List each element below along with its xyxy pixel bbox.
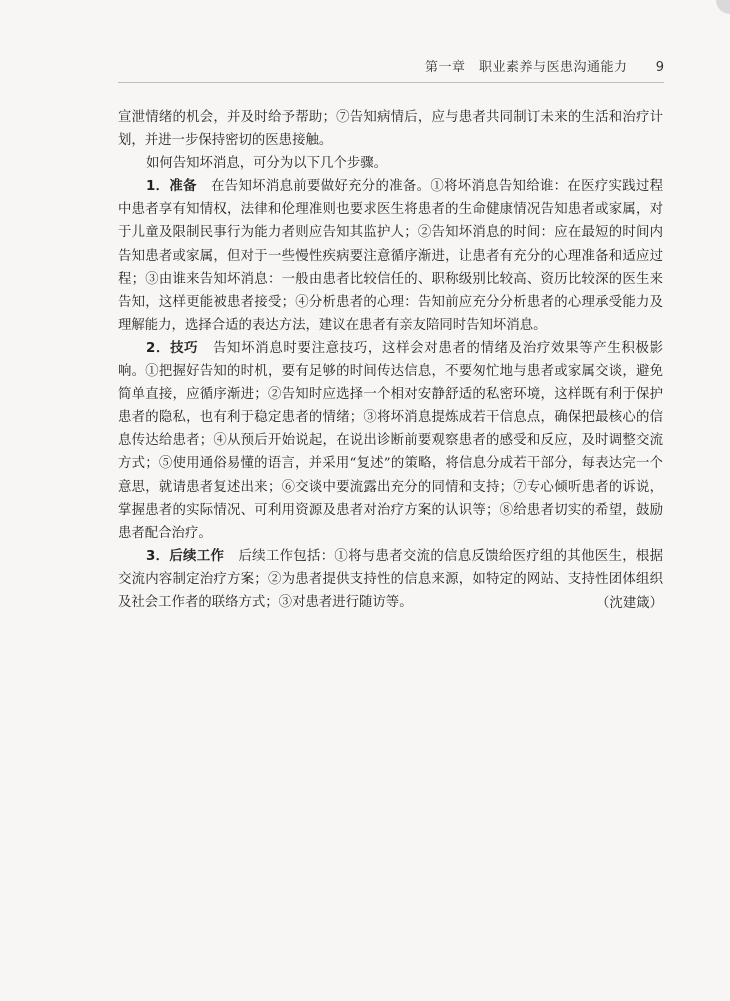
step-skills-text: 告知坏消息时要注意技巧，这样会对患者的情绪及治疗效果等产生积极影响。①把握好告知的时机，要有足够的时间传达信息，不要匆忙地与患者或家属交谈，避免简单直接，应循序渐进；②告知时应选择一个相对安静舒适的私密环境，这样既有利于保护患者的隐私，也有利于稳定患者的情绪；③将坏消息提炼成若干信息点，确保把最核心的信息传达给患者；④从预后开始说起，在说出诊断前要观察患者的感受和反应，及时调整交流方式；⑤使用通俗易懂的语言，并采用“复述”的策略，将信息分成若干部分，每表达完一个意思，就请患者复述出来；⑥交谈中要流露出充分的同情和支持；⑦专心倾听患者的诉说，掌握患者的实际情况、可利用资源及患者对治疗方案的认识等；⑧给患者切实的希望，鼓励患者配合治疗。: [118, 340, 664, 541]
running-header: [118, 58, 664, 84]
step-followup: [118, 545, 663, 614]
step-followup-text: 后续工作包括：①将与患者交流的信息反馈给医疗组的其他医生，根据交流内容制定治疗方案；②为患者提供支持性的信息来源，如特定的网站、支持性团体组织及社会工作者的联络方式；③对患者进行随访等。: [118, 548, 663, 610]
step-preparation-text: 在告知坏消息前要做好充分的准备。①将坏消息告知给谁：在医疗实践过程中患者享有知情权，法律和伦理准则也要求医生将患者的生命健康情况告知患者或家属，对于儿童及限制民事行为能力者则应告知其监护人；②告知坏消息的时间：应在最短的时间内告知患者或家属，但对于一些慢性疾病要注意循序渐进，让患者有充分的心理准备和适应过程；③由谁来告知坏消息：一般由患者比较信任的、职称级别比较高、资历比较深的医生来告知，这样更能被患者接受；④分析患者的心理：告知前应充分分析患者的心理承受能力及理解能力，选择合适的表达方法，建议在患者有亲友陪同时告知坏消息。: [118, 179, 663, 333]
header-rule: [118, 82, 664, 83]
step-preparation: [118, 175, 663, 337]
paragraph-continued: 宣泄情绪的机会，并及时给予帮助；⑦告知病情后，应与患者共同制订未来的生活和治疗计划，并进一步保持密切的医患接触。: [118, 110, 663, 149]
step-skills-heading: 2．技巧: [146, 340, 199, 356]
chapter-title: 第一章 职业素养与医患沟通能力: [425, 60, 628, 75]
paragraph-intro: 如何告知坏消息，可分为以下几个步骤。: [146, 156, 388, 172]
author-credit: （沈建箴）: [596, 596, 663, 611]
page-number: 9: [655, 60, 664, 75]
step-followup-heading: 3．后续工作: [146, 548, 225, 564]
page-corner-shadow: [716, 0, 730, 14]
body-text: [118, 106, 663, 614]
step-preparation-heading: 1．准备: [146, 179, 197, 195]
step-skills: [118, 337, 663, 545]
